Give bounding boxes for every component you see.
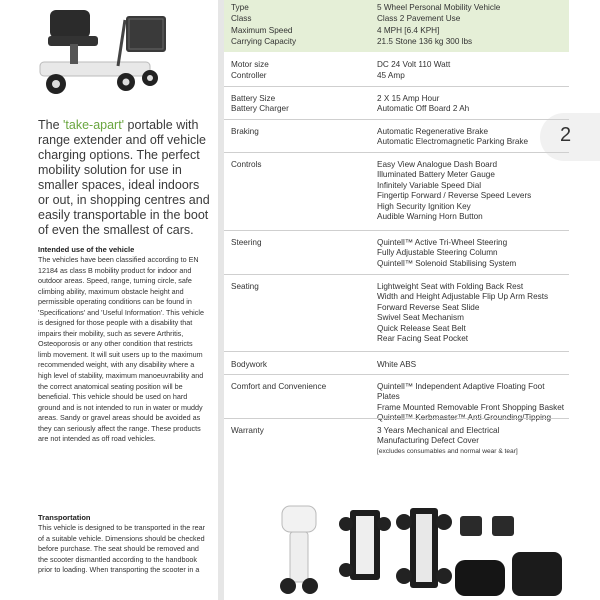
spec-value: DC 24 Volt 110 Watt (377, 60, 451, 69)
spec-line: Quintell™ Solenoid Stabilising System (377, 258, 517, 268)
intro-text (38, 118, 210, 238)
spec-line: Fingertip Forward / Reverse Speed Levers (377, 191, 532, 201)
spec-lines (377, 127, 569, 148)
scooter-parts-photo (270, 500, 570, 600)
spec-label: Class (231, 14, 252, 23)
transportation-body: This vehicle is designed to be transported in the rear of a suitable vehicle. Dimensions should be checked before purchase. The seat should be removed and the scooter dismantled according to the handbook prior to loading. When transporting the scooter in a (38, 523, 206, 575)
spec-lines (377, 282, 569, 344)
spec-line: Fully Adjustable Steering Column (377, 248, 498, 258)
spec-line: Swivel Seat Mechanism (377, 313, 464, 323)
spec-line: Easy View Analogue Dash Board (377, 160, 498, 169)
spec-lines (377, 426, 569, 457)
spec-line: 3 Years Mechanical and Electrical (377, 426, 500, 435)
divider (224, 86, 569, 87)
page-number: 2 (560, 124, 572, 146)
spec-label: Motor size (231, 60, 269, 69)
spec-label: Controller (231, 71, 267, 80)
divider (224, 274, 569, 275)
spec-line: Forward Reverse Seat Slide (377, 302, 480, 312)
transportation-title: Transportation (38, 513, 91, 522)
spec-line: Automatic Regenerative Brake (377, 127, 489, 136)
spec-line: Rear Facing Seat Pocket (377, 334, 469, 344)
spec-label: Battery Size (231, 94, 276, 103)
spec-value: 5 Wheel Personal Mobility Vehicle (377, 3, 501, 12)
spec-lines (377, 160, 569, 222)
intended-use-title: Intended use of the vehicle (38, 245, 135, 254)
spec-label: Battery Charger (231, 104, 289, 113)
spec-line: Width and Height Adjustable Flip Up Arm Rests (377, 292, 549, 302)
divider (224, 230, 569, 231)
spec-label: Bodywork (231, 360, 267, 369)
intro-prefix: The (38, 118, 64, 132)
spec-label: Maximum Speed (231, 26, 293, 35)
divider (224, 418, 569, 419)
spec-value: 21.5 Stone 136 kg 300 lbs (377, 37, 473, 46)
spec-value: Automatic Off Board 2 Ah (377, 104, 470, 113)
spec-label: Seating (231, 282, 259, 291)
spec-label: Braking (231, 127, 259, 136)
spec-note: [excludes consumables and normal wear & tear] (377, 447, 518, 455)
spec-value: 45 Amp (377, 71, 405, 80)
spec-line: Manufacturing Defect Cover (377, 436, 479, 446)
spec-line: Frame Mounted Removable Front Shopping Basket (377, 402, 565, 412)
spec-value: 2 X 15 Amp Hour (377, 94, 440, 103)
spec-line: Illuminated Battery Meter Gauge (377, 170, 495, 180)
spec-label: Warranty (231, 426, 264, 435)
intro-highlight: 'take-apart' (63, 118, 125, 132)
intro-suffix: portable with range extender and off vehicle charging options. The perfect mobility solution for use in smaller spaces, ideal indoors or out, in shopping centres and easily transportable in the boot of even the smallest of cars. (38, 118, 210, 237)
divider (224, 152, 569, 153)
spec-line: Audible Warning Horn Button (377, 212, 483, 222)
intended-use-body: The vehicles have been classified according to EN 12184 as class B mobility product for indoor and outdoor areas. Speed, range, turning circle, safe climbing ability, maximum obstacle height and permissible operating conditions can be found in 'Specifications' and 'Useful Information'. This vehicle is designed for those people with a disability that impairs their mobility, such as severe Arthritis, Osteoporosis or any other condition that restricts limb movement. It will suit users up to the maximum recommended weight, with any disability where a high level of stability, maximum manoeuvrability and the correct anatomical seating position will be beneficial. This vehicle should be used on hard ground and is not intended to run in water or muddy areas. Sandy or gravel areas should be avoided as they can seriously affect the range. These products are not intended as off road vehicles. (38, 255, 204, 444)
spec-value: White ABS (377, 360, 417, 369)
spec-line: Quick Release Seat Belt (377, 323, 466, 333)
spec-line: Quintell™ Active Tri-Wheel Steering (377, 238, 508, 247)
spec-line: Infinitely Variable Speed Dial (377, 180, 482, 190)
divider (224, 351, 569, 352)
spec-label: Controls (231, 160, 262, 169)
spec-label: Carrying Capacity (231, 37, 297, 46)
spec-line: Quintell™ Independent Adaptive Floating Foot Plates (377, 382, 545, 402)
spec-label: Steering (231, 238, 262, 247)
scooter-photo (30, 0, 180, 102)
spec-line: Lightweight Seat with Folding Back Rest (377, 282, 524, 291)
spec-value: Class 2 Pavement Use (377, 14, 461, 23)
divider (224, 119, 569, 120)
spec-lines (377, 238, 569, 269)
spec-value: 4 MPH [6.4 KPH] (377, 26, 440, 35)
divider (224, 374, 569, 375)
spec-label: Type (231, 3, 249, 12)
spec-line: Automatic Electromagnetic Parking Brake (377, 137, 529, 147)
spec-line: High Security Ignition Key (377, 201, 471, 211)
spec-label: Comfort and Convenience (231, 382, 327, 391)
